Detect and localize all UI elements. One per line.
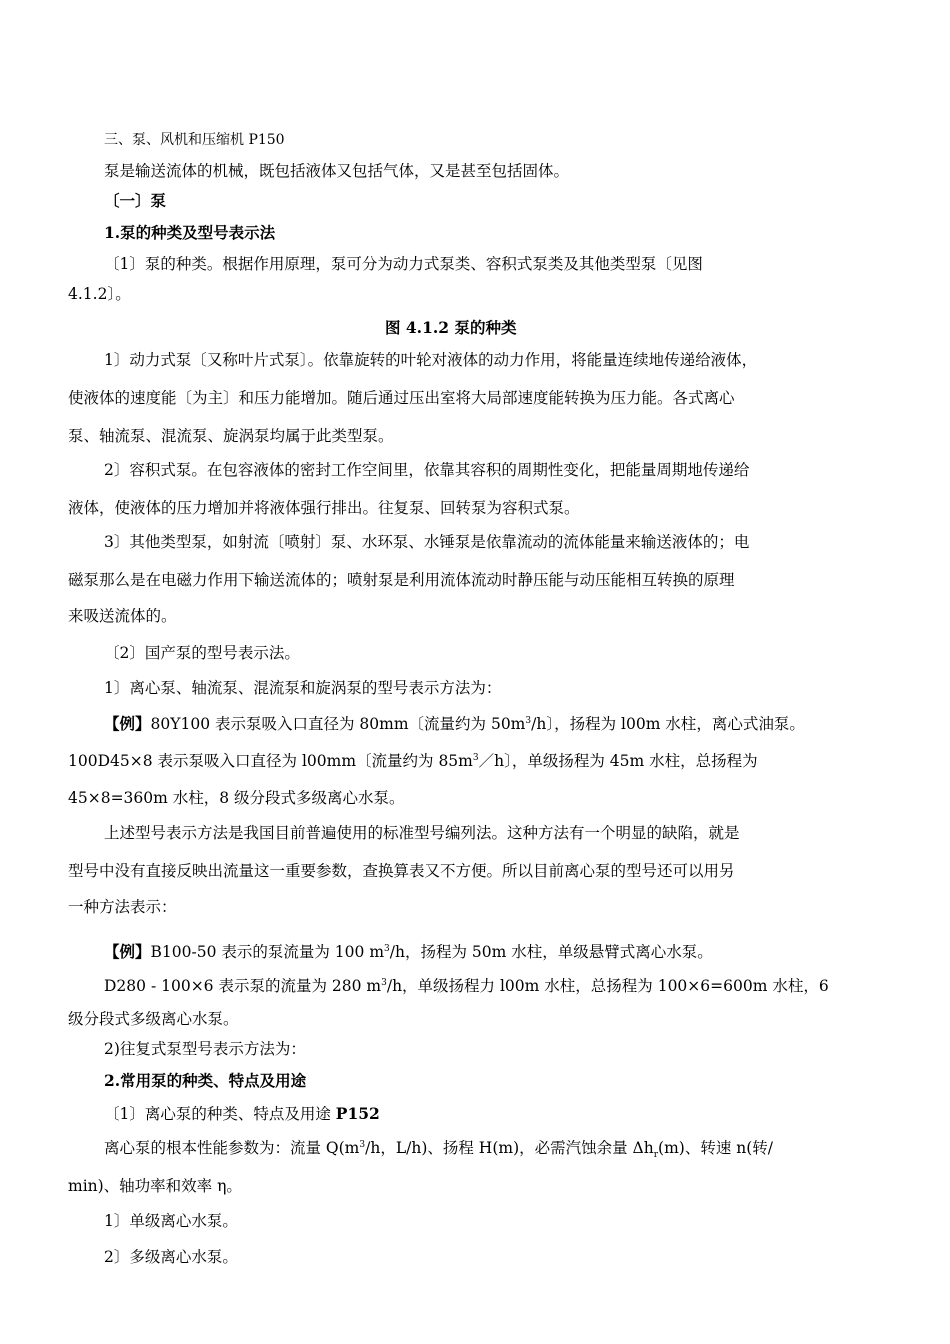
paragraph-line: 〔1〕泵的种类。根据作用原理，泵可分为动力式泵类、容积式泵类及其他类型泵〔见图 xyxy=(104,255,703,273)
paragraph-line: 一种方法表示： xyxy=(68,898,177,916)
example-line: 【例】B100-50 表示的泵流量为 100 $m^3/h$，扬程为 50m 水柱，单级悬臂式离心水泵。 xyxy=(104,942,713,961)
intro-paragraph: 泵是输送流体的机械，既包括液体又包括气体，又是甚至包括固体。 xyxy=(104,162,570,180)
paragraph-line: 1〕动力式泵〔又称叶片式泵〕。依靠旋转的叶轮对液体的动力作用，将能量连续地传递给液体， xyxy=(104,351,758,369)
example-line: 100D45×8 表示泵吸入口直径为 l00mm〔流量约为 $85m^3/h$〕，单级扬程为 45m 水柱，总扬程为 xyxy=(68,752,758,770)
paragraph-line: 离心泵的根本性能参数为：流量 $Q(m^3/h$，L/h)、扬程 H(m)，必需汽蚀余量 $\Delta h_r(m)$、转速 n(转/ xyxy=(104,1139,774,1161)
paragraph-line: 磁泵那么是在电磁力作用下输送流体的；喷射泵是利用流体流动时静压能与动压能相互转换的原理 xyxy=(68,571,735,589)
paragraph-line: 液体，使液体的压力增加并将液体强行排出。往复泵、回转泵为容积式泵。 xyxy=(68,499,580,517)
paragraph-line: 3〕其他类型泵，如射流〔喷射〕泵、水环泵、水锤泵是依靠流动的流体能量来输送液体的；电 xyxy=(104,533,750,551)
paragraph-line: 1〕离心泵、轴流泵、混流泵和旋涡泵的型号表示方法为： xyxy=(104,679,502,697)
paragraph-line: 泵、轴流泵、混流泵、旋涡泵均属于此类型泵。 xyxy=(68,427,394,445)
example-line: 45×8=360m 水柱，8 级分段式多级离心水泵。 xyxy=(68,789,405,807)
paragraph-line: min)、轴功率和效率 η。 xyxy=(68,1177,242,1195)
paragraph-line: 〔2〕国产泵的型号表示法。 xyxy=(104,644,300,662)
subheading-pump: 〔一〕泵 xyxy=(104,191,167,210)
paragraph-line: 2〕容积式泵。在包容液体的密封工作空间里，依靠其容积的周期性变化，把能量周期地传递给 xyxy=(104,461,750,479)
paragraph-line: 上述型号表示方法是我国目前普遍使用的标准型号编列法。这种方法有一个明显的缺陷，就是 xyxy=(104,824,740,842)
example-label: 【例】 xyxy=(104,714,151,733)
page-reference: P152 xyxy=(335,1104,380,1123)
paragraph-line: 4.1.2〕。 xyxy=(68,285,131,303)
section-heading: 三、泵、风机和压缩机 P150 xyxy=(104,132,285,148)
example-line: 【例】80Y100 表示泵吸入口直径为 80mm〔流量约为 $50m^3/h$〕，扬程为 l00m 水柱，离心式油泵。 xyxy=(104,714,805,733)
heading-pump-types: 1.泵的种类及型号表示法 xyxy=(104,223,276,242)
example-line: 级分段式多级离心水泵。 xyxy=(68,1010,239,1028)
paragraph-line: 使液体的速度能〔为主〕和压力能增加。随后通过压出室将大局部速度能转换为压力能。各式离心 xyxy=(68,389,735,407)
paragraph-line: 型号中没有直接反映出流量这一重要参数，查换算表又不方便。所以目前离心泵的型号还可以用另 xyxy=(68,862,735,880)
paragraph-line: 来吸送流体的。 xyxy=(68,607,177,625)
list-item: 2〕多级离心水泵。 xyxy=(104,1248,238,1266)
example-label: 【例】 xyxy=(104,942,151,961)
heading-common-pumps: 2.常用泵的种类、特点及用途 xyxy=(104,1071,307,1090)
figure-caption: 图 4.1.2 泵的种类 xyxy=(385,318,517,337)
list-item: 1〕单级离心水泵。 xyxy=(104,1212,238,1230)
paragraph-line: 2)往复式泵型号表示方法为： xyxy=(104,1040,306,1058)
paragraph-line: 〔1〕离心泵的种类、特点及用途 P152 xyxy=(104,1104,380,1123)
example-line: D280 - 100×6 表示泵的流量为 280 $m^3/h$，单级扬程力 l00m 水柱，总扬程为 100×6=600m 水柱，6 xyxy=(104,977,829,995)
